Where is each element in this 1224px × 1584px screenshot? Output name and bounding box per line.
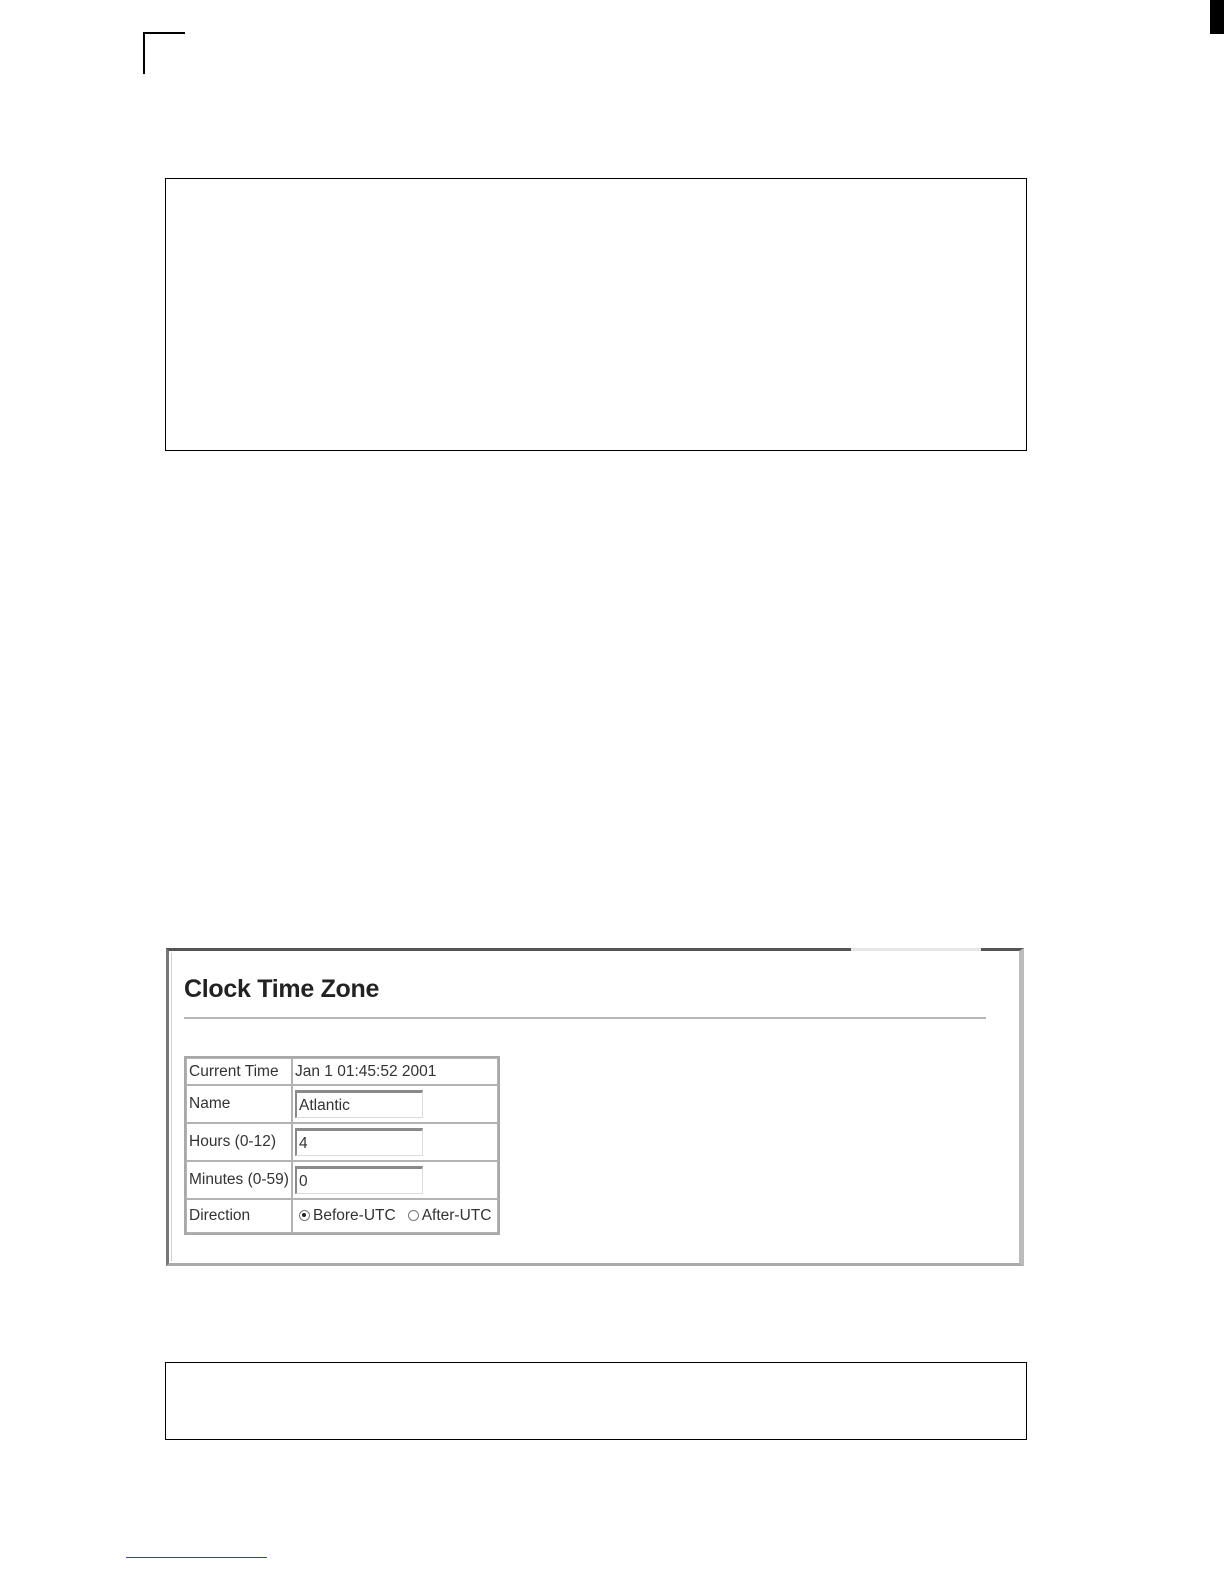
- name-cell: [292, 1085, 498, 1123]
- title-divider: [184, 1017, 986, 1019]
- crop-mark-vertical: [143, 32, 145, 74]
- current-time-label: Current Time: [186, 1058, 292, 1085]
- direction-cell: [292, 1199, 498, 1233]
- minutes-input[interactable]: 0: [295, 1166, 423, 1194]
- table-row-name: [186, 1085, 498, 1123]
- crop-mark-horizontal: [143, 32, 185, 34]
- empty-text-box-top: [165, 178, 1027, 451]
- before-utc-radio[interactable]: [299, 1210, 310, 1221]
- clock-time-zone-screenshot: [166, 948, 1024, 1266]
- hours-cell: [292, 1123, 498, 1161]
- window-inner-border: [171, 953, 172, 1261]
- name-input[interactable]: Atlantic: [295, 1090, 423, 1118]
- minutes-cell: [292, 1161, 498, 1199]
- minutes-label: Minutes (0-59): [186, 1161, 292, 1199]
- name-label: Name: [186, 1085, 292, 1123]
- after-utc-label: After-UTC: [421, 1207, 492, 1224]
- after-utc-radio[interactable]: [408, 1210, 419, 1221]
- table-row-minutes: [186, 1161, 498, 1199]
- before-utc-label: Before-UTC: [313, 1207, 396, 1224]
- table-row-hours: [186, 1123, 498, 1161]
- table-row-direction: [186, 1199, 498, 1233]
- empty-text-box-bottom: [165, 1362, 1027, 1440]
- hours-label: Hours (0-12): [186, 1123, 292, 1161]
- current-time-value: Jan 1 01:45:52 2001: [292, 1058, 498, 1085]
- page-title: Clock Time Zone: [184, 975, 380, 1003]
- hours-input[interactable]: 4: [295, 1128, 423, 1156]
- time-zone-form-table: [184, 1056, 500, 1235]
- page-edge-tab: [1210, 0, 1224, 34]
- footer-rule: [126, 1557, 267, 1558]
- table-row-current-time: [186, 1058, 498, 1085]
- direction-label: Direction: [186, 1199, 292, 1233]
- window-frame-notch: [851, 948, 981, 951]
